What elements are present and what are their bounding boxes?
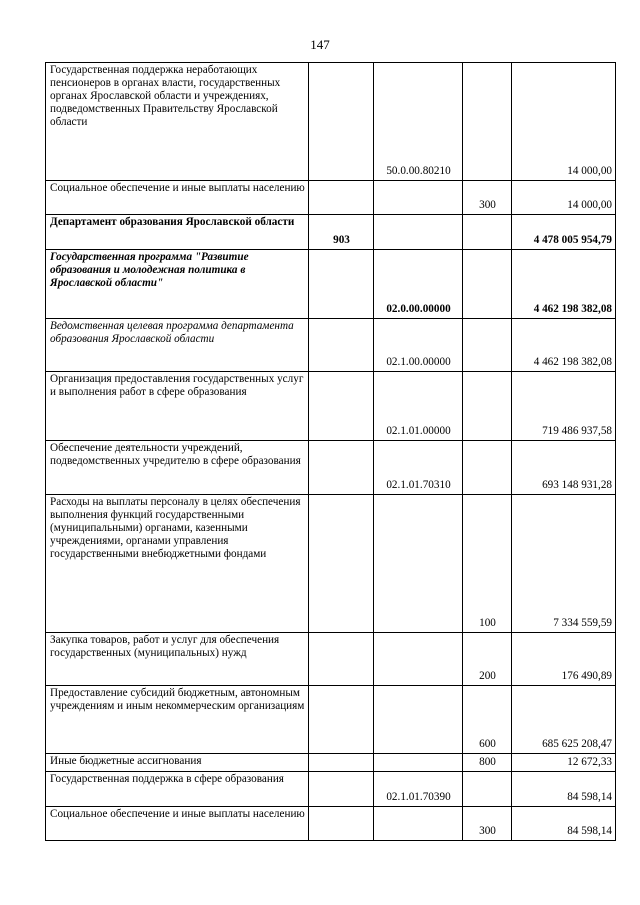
row-dept: [309, 495, 374, 633]
table-row: [46, 686, 616, 754]
page-number: 147: [310, 37, 330, 52]
table-row: [46, 372, 616, 441]
row-sum: 14 000,00: [512, 181, 616, 215]
row-vr: 800: [463, 754, 512, 772]
row-name: Обеспечение деятельности учреждений, подведомственных учредителю в сфере образования: [46, 441, 309, 495]
budget-table: [45, 62, 616, 841]
table-row: [46, 250, 616, 319]
table-row: [46, 754, 616, 772]
row-code: 50.0.00.80210: [374, 63, 463, 181]
row-sum: 7 334 559,59: [512, 495, 616, 633]
row-sum: 176 490,89: [512, 633, 616, 686]
table-row: [46, 441, 616, 495]
row-dept: [309, 181, 374, 215]
row-vr: 300: [463, 807, 512, 841]
row-code: 02.1.01.00000: [374, 372, 463, 441]
row-dept: [309, 807, 374, 841]
row-name: Государственная поддержка неработающих пенсионеров в органах власти, государственных органах Ярославской области и учреждениях, подведомственных Правительству Ярославской области: [46, 63, 309, 181]
row-dept: [309, 686, 374, 754]
table-row: [46, 63, 616, 181]
row-dept: [309, 754, 374, 772]
table-row: [46, 215, 616, 250]
row-code: [374, 807, 463, 841]
table-row: [46, 807, 616, 841]
row-sum: 719 486 937,58: [512, 372, 616, 441]
row-code: 02.0.00.00000: [374, 250, 463, 319]
row-name: Социальное обеспечение и иные выплаты населению: [46, 181, 309, 215]
row-code: [374, 495, 463, 633]
row-dept: [309, 372, 374, 441]
row-vr: [463, 319, 512, 372]
row-code: [374, 633, 463, 686]
row-name: Социальное обеспечение и иные выплаты населению: [46, 807, 309, 841]
table-row: [46, 495, 616, 633]
row-vr: [463, 250, 512, 319]
table-row: [46, 633, 616, 686]
row-name: Иные бюджетные ассигнования: [46, 754, 309, 772]
row-sum: 14 000,00: [512, 63, 616, 181]
table-row: [46, 772, 616, 807]
table-row: [46, 181, 616, 215]
row-code: [374, 215, 463, 250]
table-row: [46, 319, 616, 372]
row-sum: 4 478 005 954,79: [512, 215, 616, 250]
row-sum: 84 598,14: [512, 772, 616, 807]
row-vr: [463, 372, 512, 441]
row-code: [374, 754, 463, 772]
row-vr: 300: [463, 181, 512, 215]
row-code: [374, 686, 463, 754]
row-dept: [309, 250, 374, 319]
row-code: 02.1.00.00000: [374, 319, 463, 372]
row-name: Предоставление субсидий бюджетным, автономным учреждениям и иным некоммерческим организациям: [46, 686, 309, 754]
row-vr: 100: [463, 495, 512, 633]
row-name: Организация предоставления государственных услуг и выполнения работ в сфере образования: [46, 372, 309, 441]
row-code: 02.1.01.70390: [374, 772, 463, 807]
row-vr: [463, 441, 512, 495]
row-vr: [463, 215, 512, 250]
row-dept: [309, 772, 374, 807]
row-sum: 4 462 198 382,08: [512, 250, 616, 319]
row-dept: 903: [309, 215, 374, 250]
row-code: [374, 181, 463, 215]
row-sum: 12 672,33: [512, 754, 616, 772]
row-dept: [309, 63, 374, 181]
row-sum: 685 625 208,47: [512, 686, 616, 754]
row-name: Ведомственная целевая программа департамента образования Ярославской области: [46, 319, 309, 372]
row-name: Расходы на выплаты персоналу в целях обеспечения выполнения функций государственными (муниципальными) органами, казенными учреждениями, органами управления государственными внебюджетными фондами: [46, 495, 309, 633]
row-vr: 200: [463, 633, 512, 686]
row-name: Государственная поддержка в сфере образования: [46, 772, 309, 807]
row-name: Департамент образования Ярославской области: [46, 215, 309, 250]
row-name: Закупка товаров, работ и услуг для обеспечения государственных (муниципальных) нужд: [46, 633, 309, 686]
row-sum: 4 462 198 382,08: [512, 319, 616, 372]
row-sum: 693 148 931,28: [512, 441, 616, 495]
row-dept: [309, 633, 374, 686]
row-vr: [463, 772, 512, 807]
row-dept: [309, 441, 374, 495]
row-sum: 84 598,14: [512, 807, 616, 841]
row-vr: 600: [463, 686, 512, 754]
row-dept: [309, 319, 374, 372]
row-code: 02.1.01.70310: [374, 441, 463, 495]
row-name: Государственная программа "Развитие образования и молодежная политика в Ярославской области": [46, 250, 309, 319]
row-vr: [463, 63, 512, 181]
